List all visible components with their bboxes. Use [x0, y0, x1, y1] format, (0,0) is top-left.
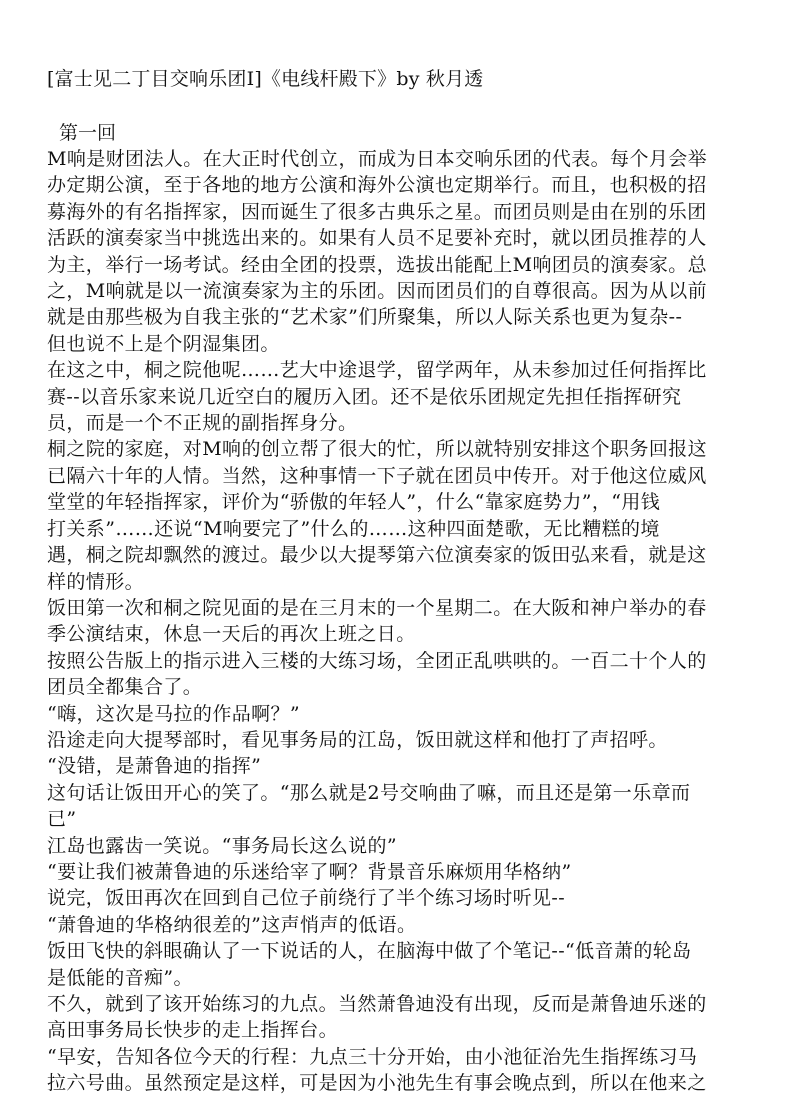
- text-line: “要让我们被萧鲁迪的乐迷给宰了啊？背景音乐麻烦用华格纳”: [47, 860, 572, 883]
- text-line: 拉六号曲。虽然预定是这样，可是因为小池先生有事会晚点到，所以在他来之: [47, 1072, 707, 1095]
- text-line: 高田事务局长快步的走上指挥台。: [47, 1019, 339, 1042]
- text-line: 打关系”……还说“M响要完了”什么的……这种四面楚歌，无比糟糕的境: [47, 517, 660, 540]
- text-line: 募海外的有名指挥家，因而诞生了很多古典乐之星。而团员则是由在别的乐团: [47, 200, 707, 223]
- body-text: [47, 146, 753, 1097]
- text-line: 赛--以音乐家来说几近空白的履历入团。还不是依乐团规定先担任指挥研究: [47, 385, 682, 408]
- text-line: 团员全都集合了。: [47, 676, 203, 699]
- document-title: [富士见二丁目交响乐团Ⅰ]《电线杆殿下》by 秋月透: [47, 68, 484, 90]
- text-line: 员，而是一个不正规的副指挥身分。: [47, 412, 358, 435]
- text-line: 桐之院的家庭，对M响的创立帮了很大的忙，所以就特别安排这个职务回报这: [47, 438, 708, 461]
- text-line: 沿途走向大提琴部时，看见事务局的江岛，饭田就这样和他打了声招呼。: [47, 728, 668, 751]
- text-line: 不久，就到了该开始练习的九点。当然萧鲁迪没有出现，反而是萧鲁迪乐迷的: [47, 993, 707, 1015]
- text-line: 这句话让饭田开心的笑了。“那么就是2号交响曲了嘛，而且还是第一乐章而: [47, 781, 691, 804]
- text-line: 遇，桐之院却飘然的渡过。最少以大提琴第六位演奏家的饭田弘来看，就是这: [47, 544, 707, 567]
- text-line: 按照公告版上的指示进入三楼的大练习场，全团正乱哄哄的。一百二十个人的: [47, 649, 707, 672]
- text-line: “没错，是萧鲁迪的指挥”: [47, 755, 262, 778]
- text-line: 饭田飞快的斜眼确认了一下说话的人，在脑海中做了个笔记--“低音萧的轮岛: [47, 940, 692, 963]
- document-page: [47, 66, 753, 1097]
- text-line: “萧鲁迪的华格纳很差的”这声悄声的低语。: [47, 913, 417, 936]
- text-line: 说完，饭田再次在回到自己位子前绕行了半个练习场时听见--: [47, 887, 566, 910]
- chapter-heading: 第一回: [59, 122, 117, 144]
- text-line: 饭田第一次和桐之院见面的是在三月末的一个星期二。在大阪和神户举办的春: [47, 596, 707, 619]
- text-line: “早安，告知各位今天的行程：九点三十分开始，由小池征治先生指挥练习马: [47, 1045, 698, 1068]
- text-line: “嗨，这次是马拉的作品啊？”: [47, 702, 301, 725]
- text-line: 已隔六十年的人情。当然，这种事情一下子就在团员中传开。对于他这位威风: [47, 464, 707, 487]
- text-line: 在这之中，桐之院他呢……艺大中途退学，留学两年，从未参加过任何指挥比: [47, 359, 707, 382]
- text-line: 就是由那些极为自我主张的“艺术家”们所聚集，所以人际关系也更为复杂--: [47, 306, 683, 329]
- text-line: 已”: [47, 808, 77, 831]
- text-line: M响是财团法人。在大正时代创立，而成为日本交响乐团的代表。每个月会举: [47, 148, 708, 170]
- text-line: 活跃的演奏家当中挑选出来的。如果有人员不足要补充时，就以团员推荐的人: [47, 227, 707, 250]
- text-line: 办定期公演，至于各地的地方公演和海外公演也定期举行。而且，也积极的招: [47, 174, 707, 197]
- text-line: 但也说不上是个阴湿集团。: [47, 332, 280, 355]
- text-line: 样的情形。: [47, 570, 145, 593]
- text-line: 之，M响就是以一流演奏家为主的乐团。因而团员们的自尊很高。因为从以前: [47, 280, 708, 303]
- text-line: 江岛也露齿一笑说。“事务局长这么说的”: [47, 834, 398, 857]
- text-line: 为主，举行一场考试。经由全团的投票，选拔出能配上M响团员的演奏家。总: [47, 253, 708, 276]
- text-line: 季公演结束，休息一天后的再次上班之日。: [47, 623, 416, 646]
- text-line: 是低能的音痴”。: [47, 966, 193, 989]
- text-line: 堂堂的年轻指挥家，评价为“骄傲的年轻人”，什么“靠家庭势力”，“用钱: [47, 491, 661, 514]
